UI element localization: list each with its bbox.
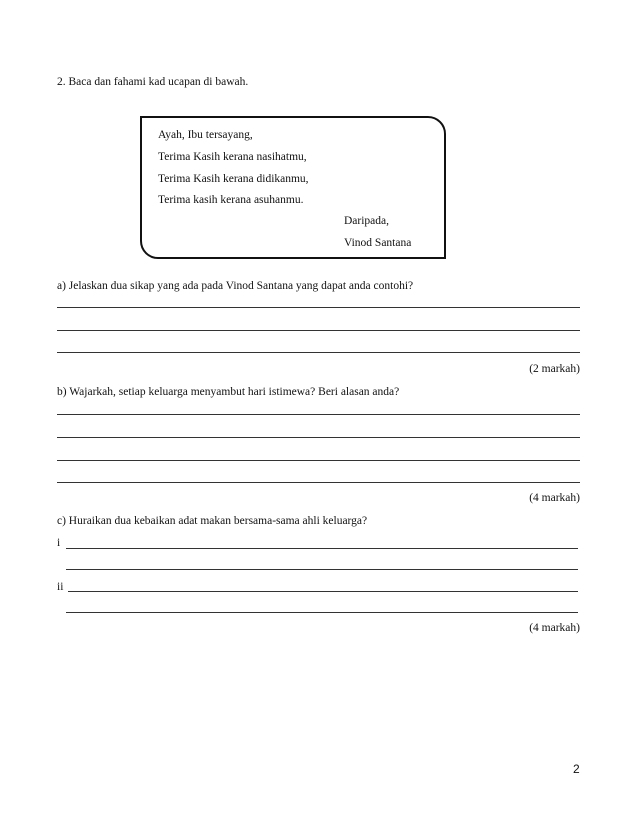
- card-line-4: Terima kasih kerana asuhanmu.: [158, 194, 304, 206]
- answer-line-b2[interactable]: [57, 437, 580, 438]
- answer-line-a3[interactable]: [57, 352, 580, 353]
- part-b-question: b) Wajarkah, setiap keluarga menyambut hari istimewa? Beri alasan anda?: [57, 386, 400, 398]
- card-line-2: Terima Kasih kerana nasihatmu,: [158, 151, 307, 163]
- part-a-question: a) Jelaskan dua sikap yang ada pada Vinod Santana yang dapat anda contohi?: [57, 280, 414, 292]
- question-heading: 2. Baca dan fahami kad ucapan di bawah.: [57, 76, 249, 88]
- part-c-question: c) Huraikan dua kebaikan adat makan bersama-sama ahli keluarga?: [57, 515, 368, 527]
- part-c-marks: (4 markah): [529, 622, 580, 634]
- answer-line-b1[interactable]: [57, 414, 580, 415]
- answer-line-b4[interactable]: [57, 482, 580, 483]
- card-line-1: Ayah, Ibu tersayang,: [158, 129, 253, 141]
- part-c-label-i: i: [57, 537, 61, 549]
- card-closing: Daripada,: [344, 215, 390, 227]
- answer-line-c-i-1[interactable]: [66, 548, 578, 549]
- card-signature: Vinod Santana: [344, 237, 412, 249]
- part-b-marks: (4 markah): [529, 492, 580, 504]
- card-line-3: Terima Kasih kerana didikanmu,: [158, 173, 309, 185]
- page-number: 2: [573, 762, 580, 776]
- part-a-marks: (2 markah): [529, 363, 580, 375]
- answer-line-b3[interactable]: [57, 460, 580, 461]
- answer-line-a2[interactable]: [57, 330, 580, 331]
- answer-line-c-ii-2[interactable]: [66, 612, 578, 613]
- part-c-label-ii: ii: [57, 581, 64, 593]
- answer-line-c-i-2[interactable]: [66, 569, 578, 570]
- answer-line-a1[interactable]: [57, 307, 580, 308]
- answer-line-c-ii-1[interactable]: [68, 591, 578, 592]
